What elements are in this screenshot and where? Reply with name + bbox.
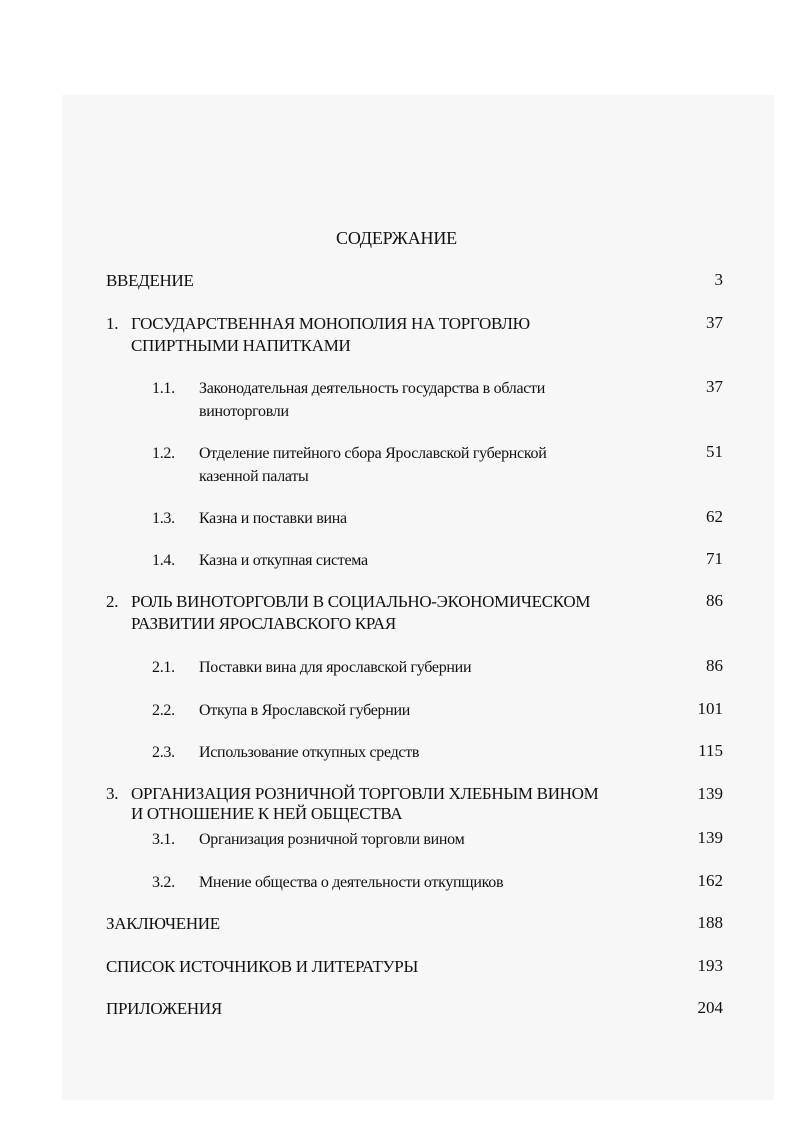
section-number: 2.3. <box>152 744 175 761</box>
section-number: 2.2. <box>152 702 175 719</box>
page-number: 188 <box>697 913 723 932</box>
section-title-line: Законодательная деятельность государства в области <box>199 380 546 397</box>
chapter-title-line: И ОТНОШЕНИЕ К НЕЙ ОБЩЕСТВА <box>131 804 403 823</box>
section-number: 3.2. <box>152 874 175 891</box>
page-number: 139 <box>697 828 723 847</box>
page-title: СОДЕРЖАНИЕ <box>336 228 457 248</box>
chapter-title-line: РОЛЬ ВИНОТОРГОВЛИ В СОЦИАЛЬНО-ЭКОНОМИЧЕСКОМ <box>131 592 591 611</box>
entry-label: ПРИЛОЖЕНИЯ <box>106 999 222 1018</box>
section-title-line: Мнение общества о деятельности откупщиков <box>199 874 504 891</box>
page-number: 51 <box>706 442 723 461</box>
section-title-line: Использование откупных средств <box>199 744 420 761</box>
section-number: 1.2. <box>152 445 175 462</box>
chapter-title-line: СПИРТНЫМИ НАПИТКАМИ <box>131 336 351 355</box>
page-number: 62 <box>706 507 723 526</box>
section-title-line: Казна и поставки вина <box>199 510 347 527</box>
page-number: 115 <box>698 741 723 760</box>
chapter-title-line: ОРГАНИЗАЦИЯ РОЗНИЧНОЙ ТОРГОВЛИ ХЛЕБНЫМ ВИНОМ <box>131 784 599 803</box>
page-number: 162 <box>697 871 723 890</box>
toc-entry-sources <box>106 956 418 978</box>
chapter-title-line: ГОСУДАРСТВЕННАЯ МОНОПОЛИЯ НА ТОРГОВЛЮ <box>131 314 530 333</box>
page-number: 86 <box>706 591 723 610</box>
section-title-line: Поставки вина для ярославской губернии <box>199 659 472 676</box>
page-number: 204 <box>697 998 723 1017</box>
chapter-title-line: РАЗВИТИИ ЯРОСЛАВСКОГО КРАЯ <box>131 614 396 633</box>
section-title-line: казенной палаты <box>199 468 309 485</box>
entry-label: ЗАКЛЮЧЕНИЕ <box>106 914 220 933</box>
section-number: 1.4. <box>152 552 175 569</box>
section-title-line: Казна и откупная система <box>199 552 368 569</box>
section-title-line: виноторговли <box>199 403 289 420</box>
section-title-line: Отделение питейного сбора Ярославской губернской <box>199 445 547 462</box>
page-number: 3 <box>714 270 723 289</box>
section-number: 1.3. <box>152 510 175 527</box>
section-title-line: Откупа в Ярославской губернии <box>199 702 411 719</box>
section-number: 2.1. <box>152 659 175 676</box>
toc-entry-appendices <box>106 998 222 1020</box>
toc-entry-conclusion <box>106 913 220 935</box>
page-number: 71 <box>706 549 723 568</box>
page-number: 101 <box>697 699 723 718</box>
section-number: 1.1. <box>152 380 175 397</box>
entry-label: ВВЕДЕНИЕ <box>106 271 194 290</box>
page-number: 86 <box>706 656 723 675</box>
page-number: 193 <box>697 956 723 975</box>
section-title-line: Организация розничной торговли вином <box>199 831 465 848</box>
page-number: 37 <box>706 377 723 396</box>
chapter-number: 2. <box>106 592 119 611</box>
page-number: 139 <box>697 784 723 803</box>
chapter-number: 3. <box>106 784 119 803</box>
toc-entry-introduction <box>106 270 194 292</box>
chapter-number: 1. <box>106 314 119 333</box>
page-number: 37 <box>706 313 723 332</box>
section-number: 3.1. <box>152 831 175 848</box>
entry-label: СПИСОК ИСТОЧНИКОВ И ЛИТЕРАТУРЫ <box>106 957 418 976</box>
